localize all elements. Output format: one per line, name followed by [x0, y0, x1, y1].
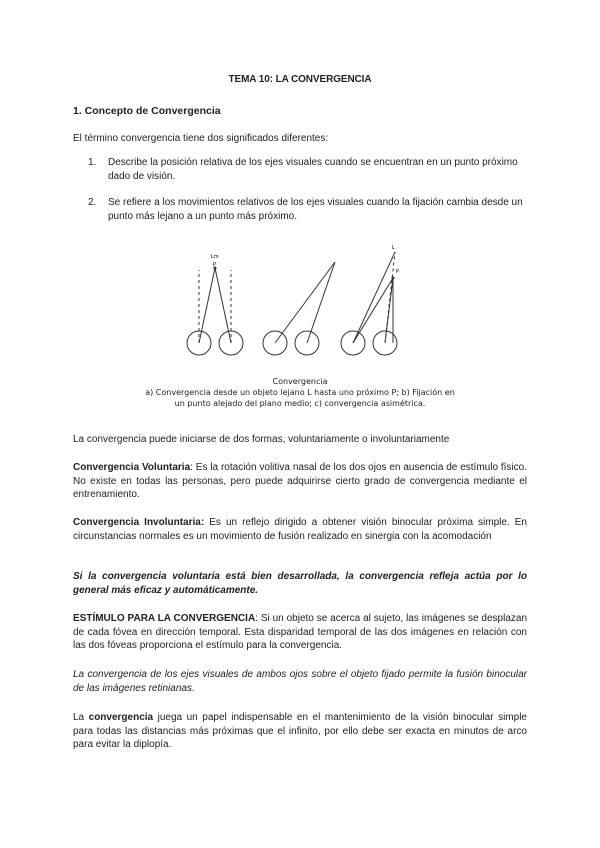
figure-caption	[110, 376, 490, 409]
caption-line: un punto alejado del plano medio; c) convergencia asimétrica.	[174, 399, 426, 408]
label-lm: Lm	[211, 254, 219, 260]
caption-title: Convergencia	[272, 377, 328, 386]
final-pre: La	[73, 712, 89, 723]
convergence-diagram	[175, 240, 425, 360]
voluntaria-paragraph	[73, 461, 527, 502]
term-convergencia: convergencia	[88, 712, 154, 723]
document-title: TEMA 10: LA CONVERGENCIA	[228, 74, 372, 85]
section-heading: 1. Concepto de Convergencia	[73, 105, 221, 117]
label-l: L	[392, 245, 395, 251]
final-text: juega un papel indispensable en el mantenimiento de la visión binocular simple para todas las distancias más próximas que el infinito, por ello debe ser exacta en minutos de arco para evitar la diplopía.	[73, 712, 527, 750]
list-item	[88, 156, 528, 183]
caption-line: a) Convergencia desde un objeto lejano L hasta uno próximo P; b) Fijación en	[145, 388, 455, 397]
voluntaria-text: : Es la rotación volitiva nasal de los dos ojos en ausencia de estímulo físico. No existe en todas las personas, pero puede adquirirse cierto grado de convergencia mediante el entrenamiento.	[73, 462, 527, 500]
term-voluntaria: Convergencia Voluntaria	[73, 462, 191, 473]
forms-paragraph: La convergencia puede iniciarse de dos formas, voluntariamente o involuntariamente	[73, 434, 450, 445]
definition-list	[88, 156, 528, 236]
highlight-paragraph: Si la convergencia voluntaria está bien desarrollada, la convergencia refleja actúa por lo general más eficaz y automáticamente.	[73, 571, 527, 596]
list-item-number: 2.	[88, 197, 97, 208]
list-item-number: 1.	[88, 157, 97, 168]
fusion-paragraph: La convergencia de los ejes visuales de ambos ojos sobre el objeto fijado permite la fusión binocular de las imágenes retinianas.	[73, 669, 527, 694]
estimulo-text: : Si un objeto se acerca al sujeto, las imágenes se desplazan de cada fóvea en dirección temporal. Esta disparidad temporal de las dos imágenes en relación con las dos fóveas proporciona el estímulo para la convergencia.	[73, 613, 528, 651]
term-estimulo: ESTÍMULO PARA LA CONVERGENCIA	[73, 613, 256, 624]
label-p: P	[213, 262, 217, 268]
involuntaria-text: Es un reflejo dirigido a obtener visión binocular próxima simple. En circunstancias normales es un movimiento de fusión realizado en sinergia con la acomodación	[73, 517, 527, 542]
involuntaria-paragraph	[73, 516, 527, 543]
term-involuntaria: Convergencia Involuntaria:	[73, 517, 205, 528]
estimulo-paragraph	[73, 612, 527, 653]
intro-paragraph: El término convergencia tiene dos significados diferentes:	[73, 133, 329, 144]
list-item-text: Describe la posición relativa de los ejes visuales cuando se encuentran en un punto próximo dado de visión.	[108, 157, 518, 182]
label-p: P	[396, 269, 400, 275]
final-paragraph	[73, 711, 527, 752]
list-item-text: Se refiere a los movimientos relativos de los ejes visuales cuando la fijación cambia desde un punto más lejano a un punto más próximo.	[108, 197, 523, 222]
list-item	[88, 196, 528, 223]
